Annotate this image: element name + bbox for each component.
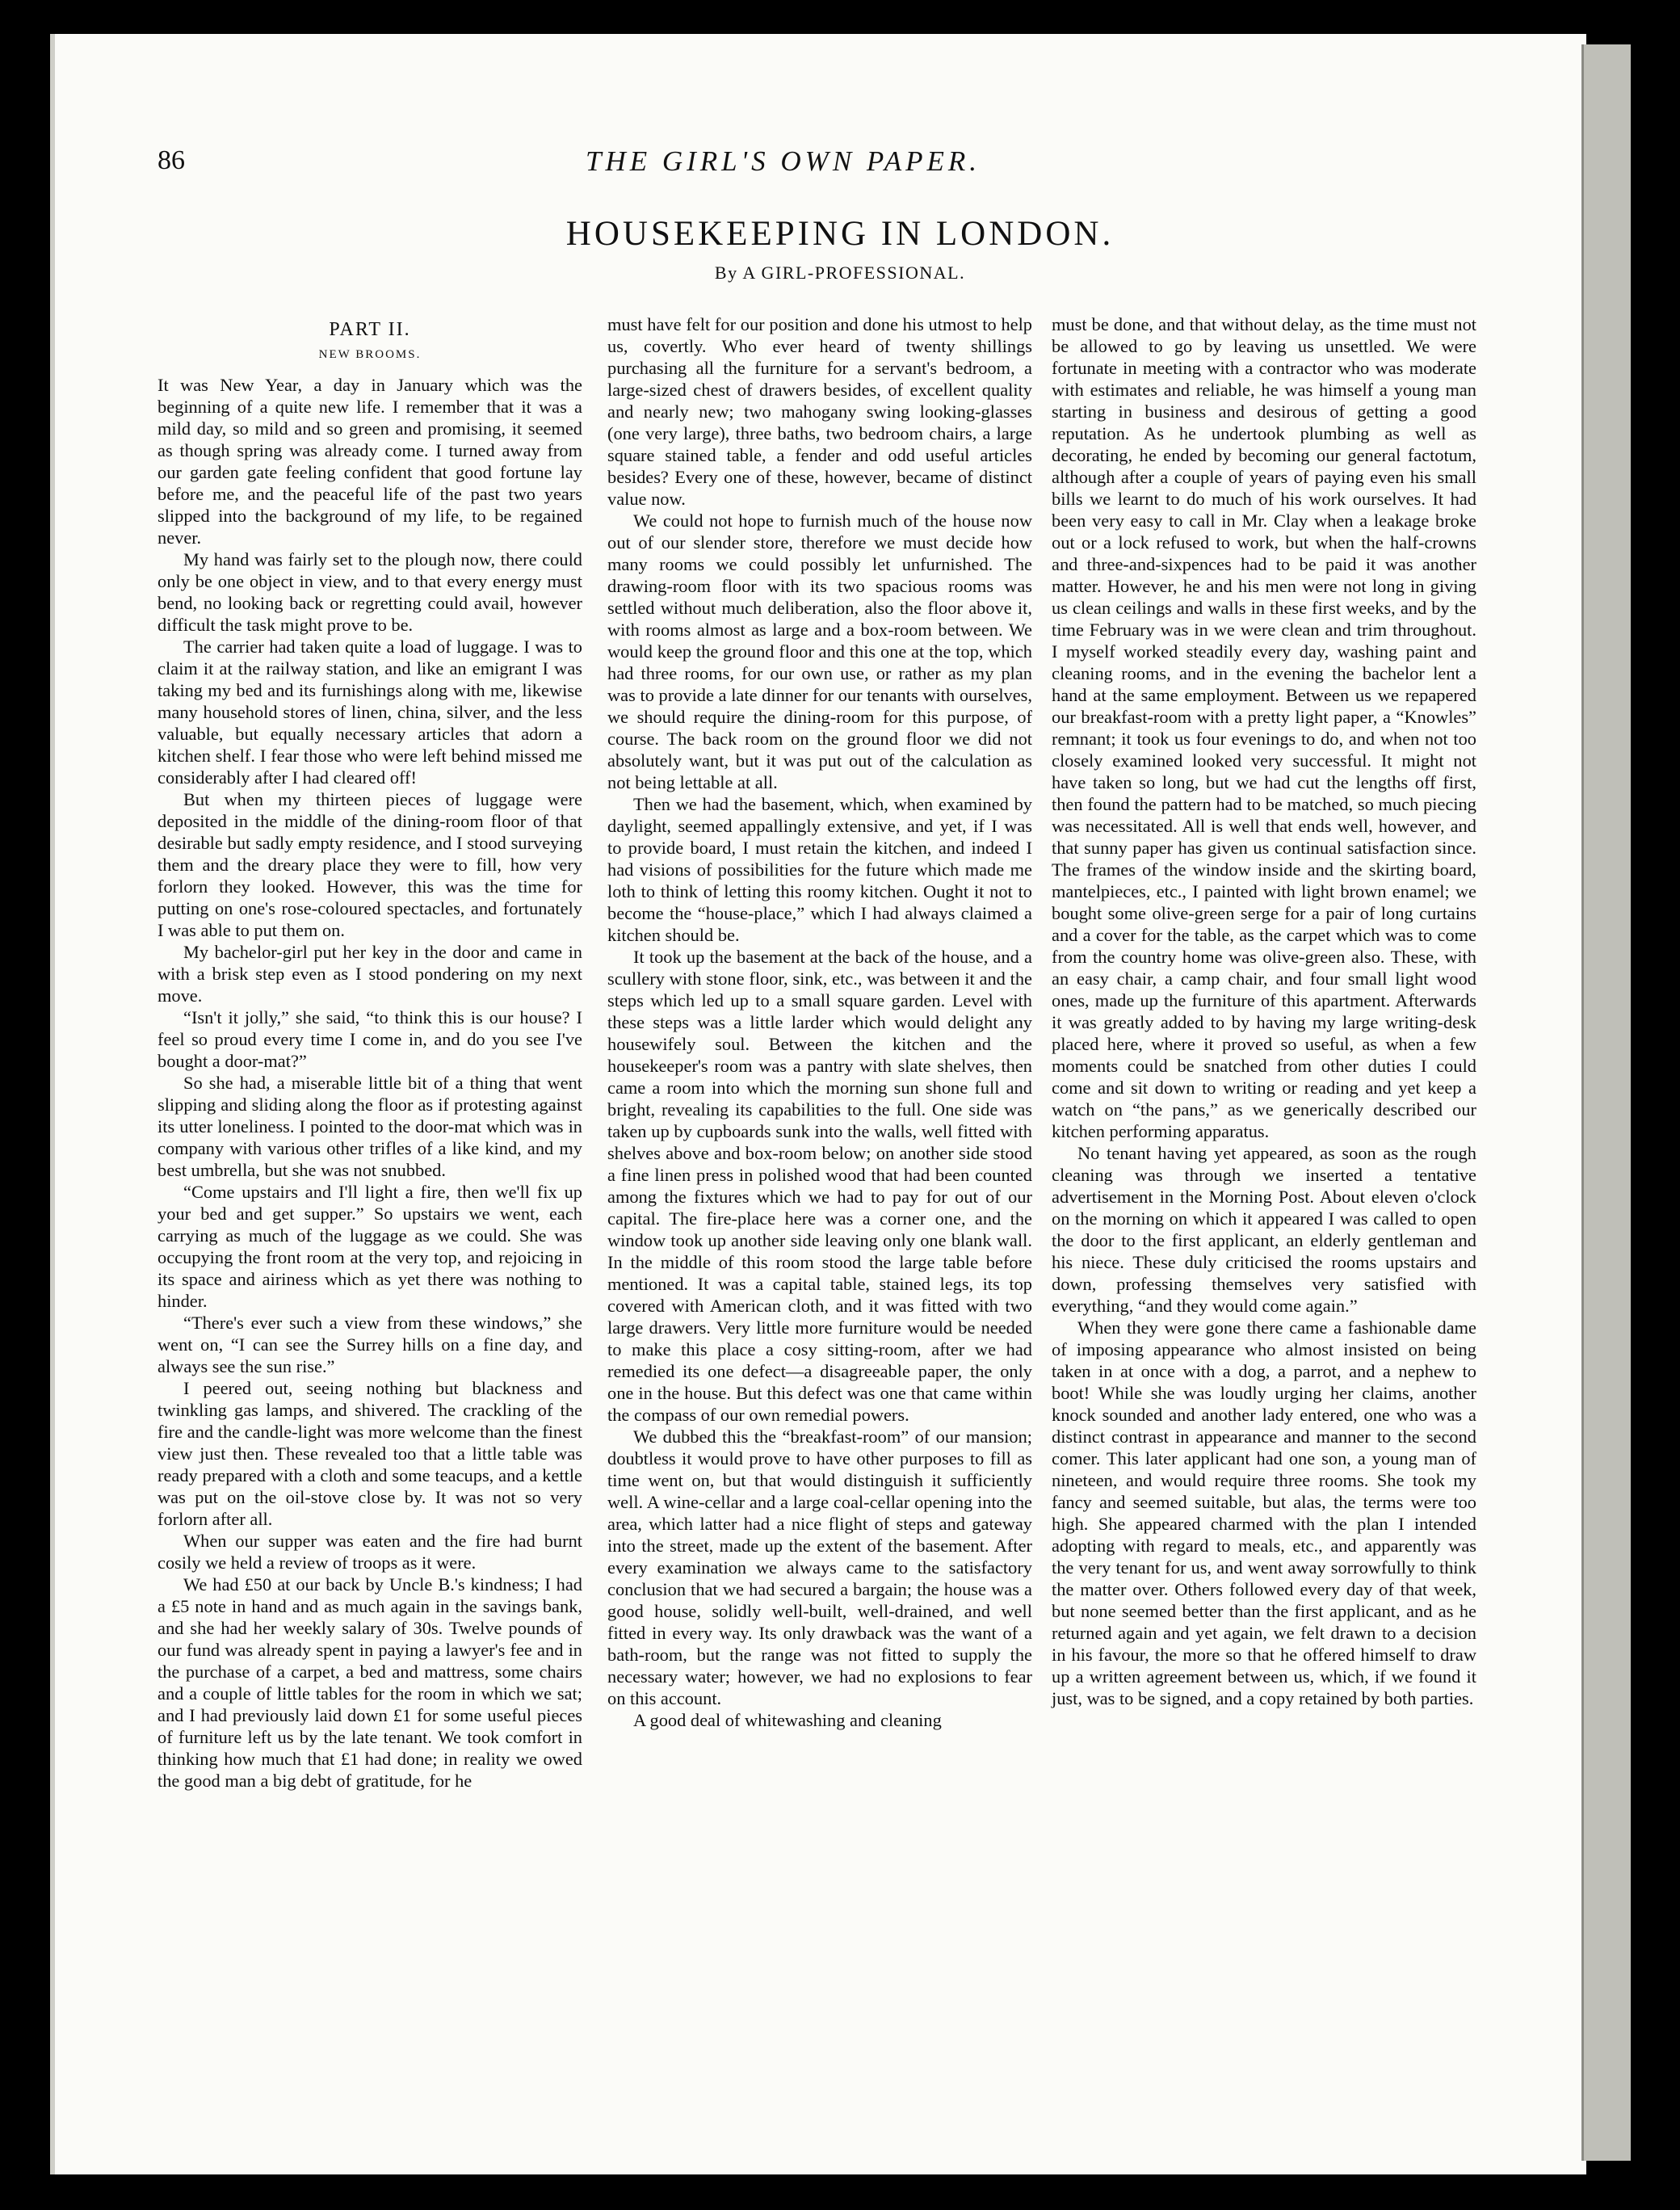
- column-2: [607, 313, 1032, 1731]
- paragraph: Then we had the basement, which, when examined by daylight, seemed appallingly extensive, and yet, if I was to provide board, I must retain the kitchen, and indeed I had visions of possibilities for the future which made me loth to think of letting this roomy kitchen. Ought it not to become the “house-place,” which I had always claimed a kitchen should be.: [607, 794, 1032, 945]
- paragraph: But when my thirteen pieces of luggage were deposited in the middle of the dining-room floor of that desirable but sadly empty residence, and I stood surveying them and the dreary place they were to fill, how very forlorn they looked. However, this was the time for putting on one's rose-coloured spectacles, and fortunately I was able to put them on.: [158, 789, 582, 940]
- paragraph: I peered out, seeing nothing but blackness and twinkling gas lamps, and shivered. The crackling of the fire and the candle-light was more welcome than the finest view just then. These revealed too that a little table was ready prepared with a cloth and some teacups, and a kettle was put on the oil-stove close by. It was not so very forlorn after all.: [158, 1378, 582, 1529]
- page-edge: [1581, 44, 1631, 2161]
- paragraph: “Come upstairs and I'll light a fire, then we'll fix up your bed and get supper.” So upstairs we went, each carrying as much of the luggage as we could. She was occupying the front room at the very top, and rejoicing in its space and airiness which as yet there was nothing to hinder.: [158, 1182, 582, 1311]
- column-3: [1052, 313, 1476, 1709]
- paragraph: A good deal of whitewashing and cleaning: [633, 1710, 942, 1730]
- running-head: [158, 145, 1046, 178]
- paragraph: It was New Year, a day in January which was the beginning of a quite new life. I remember that it was a mild day, so mild and so green and promising, it seemed as though spring was already come. I turned away from our garden gate feeling confident that good fortune lay before me, and the peaceful life of the past two years slipped into the background of my life, to be regained never.: [158, 375, 582, 548]
- paragraph: It took up the basement at the back of the house, and a scullery with stone floor, sink, etc., was between it and the steps which led up to a small square garden. Level with these steps was a little larder which would delight any housewifely soul. Between the kitchen and the housekeeper's room was a pantry with slate shelves, then came a room into which the morning sun shone full and bright, revealing its capabilities to the full. One side was taken up by cupboards sunk into the walls, well fitted with shelves above and box-room below; on another side stood a fine linen press in polished wood that had been counted among the fixtures which we had to pay for out of our capital. The fire-place here was a corner one, and the window took up another side leaving only one blank wall. In the middle of this room stood the large table before mentioned. It was a capital table, stained legs, its top covered with American cloth, and it was fitted with two large drawers. Very little more furniture would be needed to make this place a cosy sitting-room, after we had remedied its one defect—a disagreeable paper, the only one in the house. But this defect was one that came within the compass of our own remedial powers.: [607, 947, 1032, 1425]
- paragraph: No tenant having yet appeared, as soon as the rough cleaning was through we inserted a tentative advertisement in the Morning Post. About eleven o'clock on the morning on which it appeared I was called to open the door to the first applicant, an elderly gentleman and his niece. These duly criticised the rooms upstairs and down, professing themselves very satisfied with everything, “and they would come again.”: [1052, 1143, 1476, 1316]
- paragraph: must have felt for our position and done his utmost to help us, covertly. Who ever heard of twenty shillings purchasing all the furniture for a servant's bedroom, a large-sized chest of drawers besides, of excellent quality and nearly new; two mahogany swing looking-glasses (one very large), three baths, two bedroom chairs, a large square stained table, a fender and odd useful articles besides? Every one of these, however, became of distinct value now.: [607, 314, 1032, 509]
- paragraph: “There's ever such a view from these windows,” she went on, “I can see the Surrey hills on a fine day, and always see the sun rise.”: [158, 1313, 582, 1376]
- paragraph: must be done, and that without delay, as the time must not be allowed to go by leaving us unsettled. We were fortunate in meeting with a contractor who was moderate with estimates and reliable, he was himself a young man starting in business and desirous of getting a good reputation. As he undertook plumbing as well as decorating, he ended by becoming our general factotum, although after a couple of years of paying even his small bills we learnt to do much of his work ourselves. It had been very easy to call in Mr. Clay when a leakage broke out or a lock refused to work, but when the half-crowns and three-and-sixpences had to be paid it was another matter. However, he and his men were not long in giving us clean ceilings and walls in these first weeks, and by the time February was in we were clean and trim throughout. I myself worked steadily every day, washing paint and cleaning rooms, and in the evening the bachelor lent a hand at the same employment. Between us we repapered our breakfast-room with a pretty light paper, a “Knowles” remnant; it took us four evenings to do, and when not too closely examined looked very successful. It might not have taken so long, but we had cut the lengths off first, then found the pattern had to be matched, so much piecing was necessitated. All is well that ends well, however, and that sunny paper has given us continual satisfaction since. The frames of the window inside and the skirting board, mantelpieces, etc., I painted with light brown enamel; we bought some olive-green serge for a pair of long curtains and a cover for the table, as the carpet which was to come from the country home was olive-green also. These, with an easy chair, a camp chair, and four small light wood ones, made up the furniture of this apartment. Afterwards it was greatly added to by having my large writing-desk placed here, where it proved so useful, as when a few moments could be snatched from other duties I could come and sit down to writing or reading and yet keep a watch on “the pans,” as we generically described our kitchen performing apparatus.: [1052, 314, 1476, 1141]
- article-title: HOUSEKEEPING IN LONDON.: [565, 215, 1115, 253]
- column-1: [158, 319, 582, 1792]
- paragraph: So she had, a miserable little bit of a thing that went slipping and sliding along the floor as if protesting against its utter loneliness. I pointed to the door-mat which was in company with various other trifles of a like kind, and my best umbrella, but she was not snubbed.: [158, 1073, 582, 1180]
- paragraph: When they were gone there came a fashionable dame of imposing appearance who almost insisted on being taken in at once with a dog, a parrot, and a nephew to boot! While she was loudly urging her claims, another knock sounded and another lady entered, one who was a distinct contrast in appearance and manner to the second comer. This later applicant had one son, a young man of nineteen, and would require three rooms. She took my fancy and seemed suitable, but alas, the terms were too high. She appeared charmed with the plan I intended adopting with regard to meals, etc., and apparently was the very tenant for us, and went away sorrowfully to think the matter over. Others followed every day of that week, but none seemed better than the first applicant, and as he returned again and yet again, we felt drawn to a decision in his favour, the more so that he offered himself to draw up a written agreement between us, which, if we found it just, was to be signed, and a copy retained by both parties.: [1052, 1317, 1476, 1708]
- paragraph: The carrier had taken quite a load of luggage. I was to claim it at the railway station, and like an emigrant I was taking my bed and its furnishings along with me, likewise many household stores of linen, china, silver, and the less valuable, but equally necessary articles that adorn a kitchen shelf. I fear those who were left behind missed me considerably after I had cleared off!: [158, 637, 582, 788]
- paragraph: My hand was fairly set to the plough now, there could only be one object in view, and to that every energy must bend, no looking back or regretting could avail, however difficult the task might prove to be.: [158, 549, 582, 635]
- article-byline: By A GIRL-PROFESSIONAL.: [714, 263, 966, 283]
- part-heading: PART II.: [329, 319, 411, 340]
- page-number: 86: [158, 145, 185, 175]
- paragraph: We had £50 at our back by Uncle B.'s kindness; I had a £5 note in hand and as much again in the savings bank, and she had her weekly salary of 30s. Twelve pounds of our fund was already spent in paying a lawyer's fee and in the purchase of a carpet, a bed and mattress, some chairs and a couple of little tables for the room in which we sat; and I had previously laid down £1 for some useful pieces of furniture left us by the late tenant. We took comfort in thinking how much that £1 had done; in reality we owed the good man a big debt of gratitude, for he: [158, 1574, 582, 1791]
- paragraph: When our supper was eaten and the fire had burnt cosily we held a review of troops as it were.: [158, 1531, 582, 1573]
- paragraph: We dubbed this the “breakfast-room” of our mansion; doubtless it would prove to have other purposes to fill as time went on, but that would distinguish it sufficiently well. A wine-cellar and a large coal-cellar opening into the area, which latter had a nice flight of steps and gateway into the street, made up the extent of the basement. After every examination we always came to the satisfactory conclusion that we had secured a bargain; the house was a good house, solidly well-built, well-drained, and well fitted in every way. Its only drawback was the want of a bath-room, but the range was not fitted to supply the necessary water; however, we had no explosions to fear on this account.: [607, 1426, 1032, 1708]
- paragraph: “Isn't it jolly,” she said, “to think this is our house? I feel so proud every time I come in, and do you see I've bought a door-mat?”: [158, 1007, 582, 1071]
- section-subtitle: NEW BROOMS.: [318, 348, 422, 361]
- journal-title: THE GIRL'S OWN PAPER.: [586, 145, 981, 177]
- paragraph: My bachelor-girl put her key in the door and came in with a brisk step even as I stood pondering on my next move.: [158, 942, 582, 1006]
- paragraph: We could not hope to furnish much of the house now out of our slender store, therefore we must decide how many rooms we could possibly let unfurnished. The drawing-room floor with its two spacious rooms was settled without much deliberation, also the floor above it, with rooms almost as large and a box-room between. We would keep the ground floor and this one at the top, which had three rooms, for our own use, or rather as my plan was to provide a late dinner for our tenants with ourselves, we should require the dining-room for this purpose, of course. The back room on the ground floor we did not absolutely want, but it was put out of the calculation as not being lettable at all.: [607, 510, 1032, 792]
